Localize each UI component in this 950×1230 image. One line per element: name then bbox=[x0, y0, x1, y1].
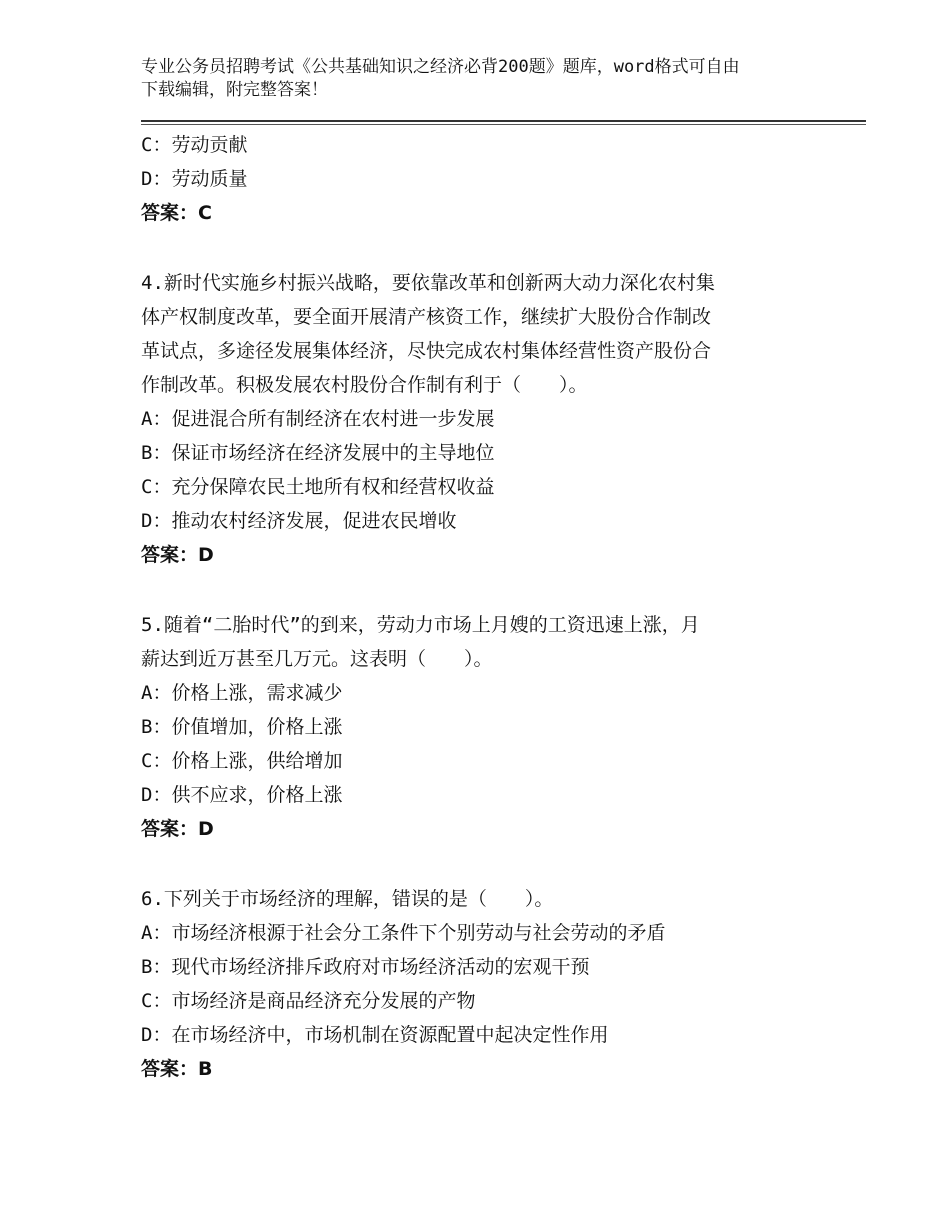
option-d: D：推动农村经济发展，促进农民增收 bbox=[141, 510, 457, 532]
question-stem-line: 6.下列关于市场经济的理解，错误的是（ ）。 bbox=[141, 888, 554, 910]
page-header bbox=[141, 56, 811, 102]
question-stem-line: 薪达到近万甚至几万元。这表明（ ）。 bbox=[141, 648, 493, 670]
answer-label: 答案：C bbox=[141, 202, 212, 224]
question-stem-line: 革试点，多途径发展集体经济，尽快完成农村集体经营性资产股份合 bbox=[141, 340, 712, 362]
question-stem-line: 5.随着“二胎时代”的到来，劳动力市场上月嫂的工资迅速上涨，月 bbox=[141, 614, 700, 636]
option-b: B：保证市场经济在经济发展中的主导地位 bbox=[141, 442, 495, 464]
option-b: B：现代市场经济排斥政府对市场经济活动的宏观干预 bbox=[141, 956, 590, 978]
option-c: C：劳动贡献 bbox=[141, 134, 248, 156]
header-divider-thin bbox=[141, 124, 866, 125]
header-line-2: 下载编辑，附完整答案！ bbox=[141, 80, 328, 100]
spacer bbox=[141, 230, 801, 266]
answer-label: 答案：B bbox=[141, 1058, 213, 1080]
question-stem-line: 作制改革。积极发展农村股份合作制有利于（ ）。 bbox=[141, 374, 588, 396]
option-b: B：价值增加，价格上涨 bbox=[141, 716, 343, 738]
answer-label: 答案：D bbox=[141, 544, 214, 566]
option-c: C：市场经济是商品经济充分发展的产物 bbox=[141, 990, 476, 1012]
answer-label: 答案：D bbox=[141, 818, 214, 840]
question-5 bbox=[141, 608, 801, 846]
question-4 bbox=[141, 266, 801, 572]
option-c: C：价格上涨，供给增加 bbox=[141, 750, 343, 772]
question-3-tail bbox=[141, 128, 801, 230]
spacer bbox=[141, 846, 801, 882]
option-a: A：促进混合所有制经济在农村进一步发展 bbox=[141, 408, 495, 430]
question-stem-line: 4.新时代实施乡村振兴战略，要依靠改革和创新两大动力深化农村集 bbox=[141, 272, 715, 294]
option-a: A：市场经济根源于社会分工条件下个别劳动与社会劳动的矛盾 bbox=[141, 922, 666, 944]
header-line-1: 专业公务员招聘考试《公共基础知识之经济必背200题》题库，word格式可自由 bbox=[141, 57, 740, 77]
question-6 bbox=[141, 882, 801, 1086]
option-d: D：劳动质量 bbox=[141, 168, 248, 190]
option-d: D：在市场经济中，市场机制在资源配置中起决定性作用 bbox=[141, 1024, 609, 1046]
question-content bbox=[141, 128, 801, 1086]
option-a: A：价格上涨，需求减少 bbox=[141, 682, 343, 704]
question-stem-line: 体产权制度改革，要全面开展清产核资工作，继续扩大股份合作制改 bbox=[141, 306, 712, 328]
option-c: C：充分保障农民土地所有权和经营权收益 bbox=[141, 476, 495, 498]
option-d: D：供不应求，价格上涨 bbox=[141, 784, 343, 806]
spacer bbox=[141, 572, 801, 608]
header-divider-thick bbox=[141, 120, 866, 122]
